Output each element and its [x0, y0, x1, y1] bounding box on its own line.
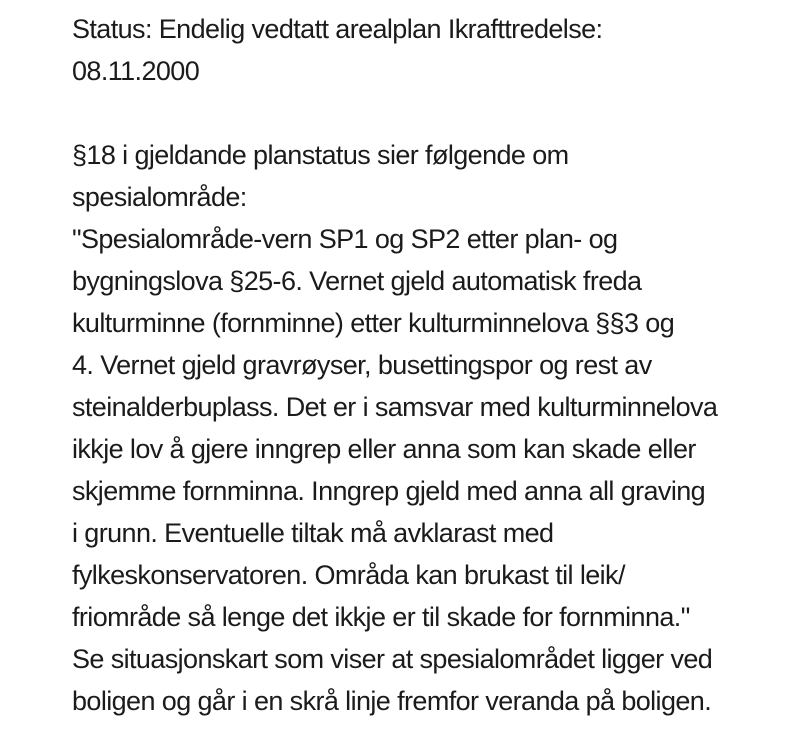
body-line: §18 i gjeldande planstatus sier følgende om	[72, 140, 569, 170]
body-line: fylkeskonservatoren. Områda kan brukast til leik/	[72, 560, 625, 590]
body-line: kulturminne (fornminne) etter kulturminnelova §§3 og	[72, 308, 675, 338]
body-line: "Spesialområde-vern SP1 og SP2 etter plan- og	[72, 224, 618, 254]
body-line: ikkje lov å gjere inngrep eller anna som kan skade eller	[72, 434, 696, 464]
status-line: Status: Endelig vedtatt arealplan Ikrafttredelse:	[72, 14, 603, 44]
body-line: 4. Vernet gjeld gravrøyser, busettingspor og rest av	[72, 350, 652, 380]
body-line: bygningslova §25-6. Vernet gjeld automatisk freda	[72, 266, 642, 296]
body-line: skjemme fornminna. Inngrep gjeld med anna all graving	[72, 476, 706, 506]
body-line: boligen og går i en skrå linje fremfor veranda på boligen.	[72, 686, 712, 716]
body-line: i grunn. Eventuelle tiltak må avklarast med	[72, 518, 554, 548]
status-date-line: 08.11.2000	[72, 56, 200, 86]
body-line: friområde så lenge det ikkje er til skade for fornminna."	[72, 602, 690, 632]
body-line: spesialområde:	[72, 182, 247, 212]
body-line: steinalderbuplass. Det er i samsvar med kulturminnelova	[72, 392, 718, 422]
document-text-block	[72, 0, 772, 750]
body-line: Se situasjonskart som viser at spesialområdet ligger ved	[72, 644, 713, 674]
